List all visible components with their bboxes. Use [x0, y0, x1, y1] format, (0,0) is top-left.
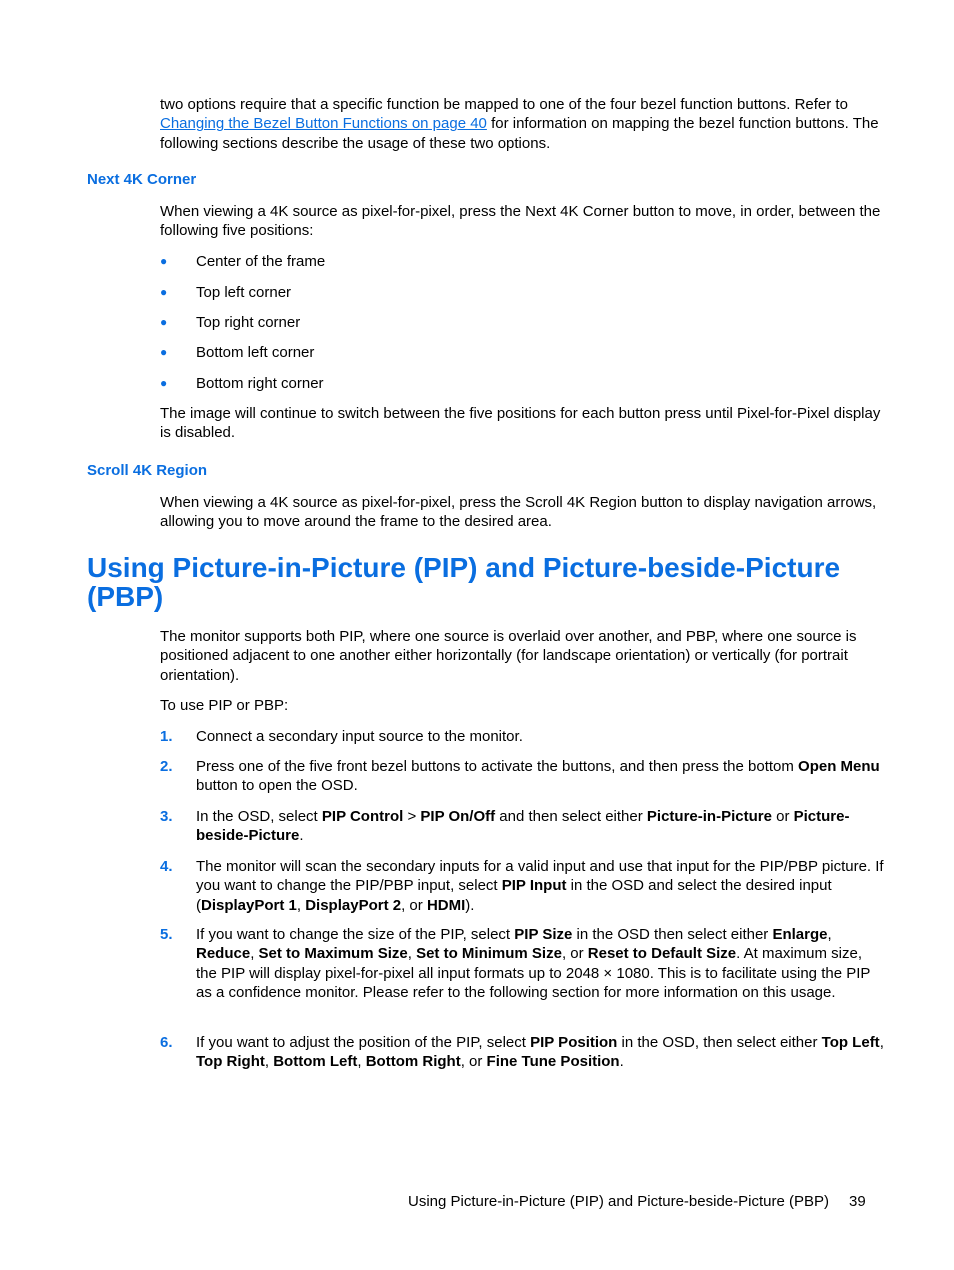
ui-term: DisplayPort 1: [201, 896, 297, 914]
step-text-fragment: in the OSD, then select either: [617, 1034, 822, 1051]
bullet-text: Bottom left corner: [196, 344, 315, 361]
bullet-icon: ●: [160, 345, 168, 359]
intro-paragraph: [160, 95, 885, 153]
step-text: [196, 857, 886, 915]
ui-term: Picture-in-Picture: [646, 808, 772, 825]
footer-title: Using Picture-in-Picture (PIP) and Picture-beside-Picture (PBP): [408, 1193, 829, 1210]
step-text-fragment: button to open the OSD.: [196, 777, 358, 795]
step-text-fragment: Connect a secondary input source to the monitor.: [196, 728, 523, 745]
step-text-fragment: In the OSD, select: [196, 808, 322, 825]
ui-term: PIP On/Off: [420, 808, 496, 825]
step-text-fragment: and then select either: [495, 808, 647, 825]
step-text-fragment: ,: [250, 945, 259, 963]
ui-term: Open Menu: [798, 758, 880, 775]
ui-term: DisplayPort 2: [305, 896, 402, 914]
bullet-icon: ●: [160, 376, 168, 390]
step-text-fragment: If you want to change the size of the PIP, select: [196, 926, 515, 943]
step-number: 1.: [160, 728, 173, 745]
step-text-fragment: ,: [296, 896, 306, 914]
step-text: [196, 925, 886, 1003]
step-text-fragment: ,: [357, 1053, 366, 1071]
bullet-text: Top left corner: [196, 284, 292, 301]
ui-term: PIP Size: [514, 926, 573, 943]
step-text-fragment: .: [299, 827, 304, 845]
step-number: 4.: [160, 858, 173, 875]
ui-term: Fine Tune Position: [486, 1053, 620, 1071]
step-text-fragment: If you want to adjust the position of the PIP, select: [196, 1034, 531, 1051]
step-number: 5.: [160, 926, 173, 943]
step-text: [196, 1033, 886, 1072]
intro-text-start: two options require that a specific function be mapped to one of the four bezel function buttons. Refer to: [160, 96, 848, 113]
step-text-fragment: ,: [827, 926, 832, 943]
ui-term: Enlarge: [772, 926, 828, 943]
bullet-icon: ●: [160, 285, 168, 299]
step-text-fragment: The monitor will scan the secondary inputs for a valid input and use that input for the PIP/PBP picture. If you want to change the PIP/PBP input, select: [196, 858, 884, 895]
step-number: 2.: [160, 758, 173, 775]
ui-term: Reset to Default Size: [587, 945, 737, 963]
step-number: 6.: [160, 1034, 173, 1051]
ui-term: Reduce: [196, 945, 251, 963]
pip-pbp-paragraph: The monitor supports both PIP, where one source is overlaid over another, and PBP, where one source is positioned adjacent to one another either horizontally (for landscape orientation) or vertically (for portrait orientation).: [160, 628, 857, 684]
next-4k-corner-heading: Next 4K Corner: [87, 171, 197, 188]
step-text-fragment: in the OSD then select either: [572, 926, 773, 943]
bullet-icon: ●: [160, 254, 168, 268]
step-text: [196, 727, 886, 746]
step-text-fragment: .: [619, 1053, 624, 1071]
step-text-fragment: ,: [879, 1034, 884, 1051]
ui-term: PIP Control: [321, 808, 404, 825]
ui-term: Bottom Right: [365, 1053, 461, 1071]
step-number: 3.: [160, 808, 173, 825]
ui-term: HDMI: [426, 896, 466, 914]
step-text-fragment: , or: [401, 896, 427, 914]
step-text: [196, 757, 886, 796]
ui-term: PIP Position: [530, 1034, 618, 1051]
scroll-4k-region-paragraph: When viewing a 4K source as pixel-for-pixel, press the Scroll 4K Region button to display navigation arrows, allowing you to move around the frame to the desired area.: [160, 494, 877, 531]
bullet-icon: ●: [160, 315, 168, 329]
step-text-fragment: . At maximum size, the PIP will display pixel-for-pixel all input formats up to 2048 × 1080. This is to facilitate using the PIP as a confidence monitor. Please refer to the following section for more information on this usage.: [196, 945, 871, 1002]
page-footer: [408, 1192, 866, 1211]
ui-term: Picture-beside-Picture: [196, 808, 850, 845]
step-text-fragment: ,: [264, 1053, 274, 1071]
ui-term: Set to Minimum Size: [416, 945, 562, 963]
page-number: 39: [848, 1193, 866, 1210]
ui-term: Top Left: [821, 1034, 880, 1051]
step-text: [196, 807, 886, 846]
step-text-fragment: in the OSD and select the desired input (: [196, 877, 832, 914]
bullet-text: Center of the frame: [196, 253, 326, 270]
step-text-fragment: >: [403, 808, 421, 825]
bullet-text: Bottom right corner: [196, 375, 324, 392]
to-use-text: To use PIP or PBP:: [160, 697, 289, 714]
step-text-fragment: ,: [407, 945, 417, 963]
ui-term: Bottom Left: [273, 1053, 358, 1071]
step-text-fragment: or: [771, 808, 794, 825]
step-text-fragment: , or: [460, 1053, 487, 1071]
ui-term: PIP Input: [501, 877, 567, 895]
intro-text-end: for information on mapping the bezel function buttons. The following sections describe the usage of these two options.: [160, 115, 879, 152]
step-text-fragment: , or: [561, 945, 588, 963]
bezel-functions-link[interactable]: Changing the Bezel Button Functions on page 40: [160, 115, 487, 133]
ui-term: Top Right: [196, 1053, 265, 1071]
ui-term: Set to Maximum Size: [258, 945, 408, 963]
step-text-fragment: Press one of the five front bezel buttons to activate the buttons, and then press the bottom: [196, 758, 799, 775]
next-4k-corner-closing: The image will continue to switch between the five positions for each button press until Pixel-for-Pixel display is disabled.: [160, 405, 881, 442]
step-text-fragment: ).: [465, 896, 475, 914]
scroll-4k-region-heading: Scroll 4K Region: [87, 462, 208, 479]
next-4k-corner-paragraph: When viewing a 4K source as pixel-for-pixel, press the Next 4K Corner button to move, in order, between the following five positions:: [160, 203, 881, 240]
pip-pbp-heading: Using Picture-in-Picture (PIP) and Picture-beside-Picture (PBP): [87, 552, 841, 612]
bullet-text: Top right corner: [196, 314, 301, 331]
